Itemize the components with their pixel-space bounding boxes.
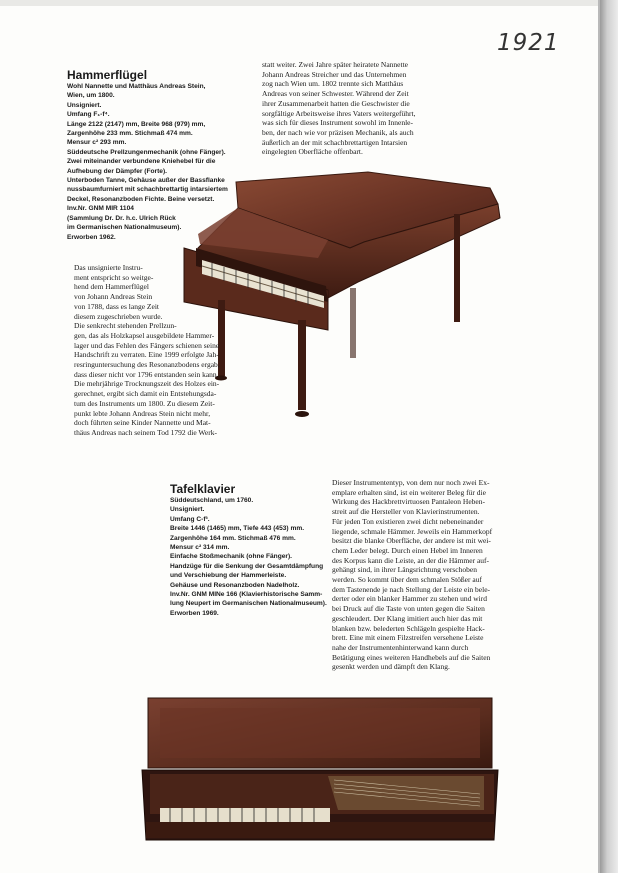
spec-line: Unsigniert. xyxy=(170,506,205,514)
spec-line: Gehäuse und Resonanzboden Nadelholz. xyxy=(170,581,300,589)
hammerfluegel-text-bottom xyxy=(74,263,220,438)
body-text-line: Johann Andreas Streicher und das Unternehmen xyxy=(262,69,407,79)
body-text-line: emplare erhalten sind, ist ein weiterer Beleg für die xyxy=(332,487,486,497)
spec-line: Zargenhöhe 233 mm. Stichmaß 474 mm. xyxy=(67,130,193,138)
body-text-line: blanken bzw. belederten Schlägeln gespielte Hack- xyxy=(332,623,485,633)
spec-line: Einfache Stoßmechanik (ohne Fänger). xyxy=(170,553,293,561)
spec-line: Unterboden Tanne, Gehäuse außer der Bassflanke xyxy=(67,177,225,185)
body-text-line: diesem zugeschrieben wurde. xyxy=(74,311,163,321)
spec-line: Mensur c² 293 mm. xyxy=(67,139,127,147)
spec-line: Breite 1446 (1465) mm, Tiefe 443 (453) mm. xyxy=(170,525,305,533)
body-text-line: tum des Instruments um 1800. Zu diesem Zeit- xyxy=(74,398,215,408)
handwritten-page-number: 1921 xyxy=(497,30,560,56)
body-text-line: eingelegten Oberfläche offenbart. xyxy=(262,147,363,157)
body-text-line: derter oder ein blanker Hammer zu stehen und wird xyxy=(332,594,487,604)
body-text-line: statt weiter. Zwei Jahre später heiratete Nannette xyxy=(262,60,408,69)
spec-line: Umfang F₁-f⁴. xyxy=(67,111,110,119)
body-text-line: bei Druck auf die Taste von unten gegen die Saiten xyxy=(332,604,485,614)
spec-line: Wohl Nannette und Matthäus Andreas Stein, xyxy=(67,83,206,90)
body-text-line: von 1788, dass es lange Zeit xyxy=(74,301,159,311)
body-text-line: was sich für dieses Instrument sowohl im Innenle- xyxy=(262,118,414,128)
body-text-line: gesenkt werden und dämpft den Klang. xyxy=(332,662,450,672)
spec-line: Deckel, Resonanzboden Fichte. Beine versetzt. xyxy=(67,195,215,203)
hammerfluegel-title: Hammerflügel xyxy=(67,68,148,82)
body-text-line: ment entspricht so weitge- xyxy=(74,272,154,282)
spec-line: Mensur c² 314 mm. xyxy=(170,544,230,552)
spec-line: Unsigniert. xyxy=(67,101,102,109)
spec-line: Wien, um 1800. xyxy=(67,92,115,100)
spec-line: Länge 2122 (2147) mm, Breite 968 (979) mm, xyxy=(67,120,206,128)
body-text-line: Wirkung des Hackbrettvirtuosen Pantaleon Heben- xyxy=(332,497,485,507)
body-text-line: Dieser Instrumententyp, von dem nur noch zwei Ex- xyxy=(332,478,490,487)
body-text-line: dem Tastenende je nach Stellung der Leiste ein bele- xyxy=(332,584,491,594)
body-text-line: dass dieser nicht vor 1796 entstanden sein kann. xyxy=(74,369,219,379)
body-text-line: streit auf die Hersteller von Klavierinstrumenten. xyxy=(332,507,480,517)
hammerfluegel-text-top xyxy=(262,60,416,157)
body-text-line: äußerlich an der mit schachbrettartigen Intarsien xyxy=(262,137,408,147)
spec-line: im Germanischen Nationalmuseum). xyxy=(67,224,182,232)
body-text-line: ihrer Zusammenarbeit hatten die Geschwister die xyxy=(262,98,410,108)
body-text-line: werden. So kommt über dem schmalen Stößer auf xyxy=(332,575,482,585)
spec-line: nussbaumfurniert mit schachbrettartig intarsiertem xyxy=(67,186,228,194)
body-text-line: Betätigung eines weiteren Handhebels auf die Saiten xyxy=(332,652,491,662)
page-top-edge xyxy=(0,0,600,6)
body-text-line: Handschrift zu verraten. Eine 1999 erfolgte Jah- xyxy=(74,350,219,360)
tafelklavier-text xyxy=(332,478,492,672)
body-text-line: Für jeden Ton existieren zwei dicht nebeneinander xyxy=(332,516,484,526)
page-binding-edge xyxy=(600,0,618,873)
spec-line: Umfang C-f³. xyxy=(170,515,210,523)
body-text-line: gehängt sind, in ihrer Längsrichtung verschoben xyxy=(332,565,477,575)
spec-line: Inv.Nr. GNM MINe 166 (Klavierhistorische Samm- xyxy=(170,591,323,599)
body-text-line: besitzt die blanke Oberfläche, der andere ist mit wei- xyxy=(332,536,491,546)
body-text-line: gen, das als Holzkapsel ausgebildete Hammer- xyxy=(74,330,215,340)
spec-line: (Sammlung Dr. Dr. h.c. Ulrich Rück xyxy=(67,214,176,222)
tafelklavier-title: Tafelklavier xyxy=(170,482,236,496)
body-text-line: thäus Andreas nach seinem Tod 1792 die Werk- xyxy=(74,427,217,437)
tafelklavier-spec xyxy=(170,496,327,618)
spec-line: lung Neupert im Germanischen Nationalmuseum). xyxy=(170,600,327,608)
body-text-line: Das unsignierte Instru- xyxy=(74,263,143,272)
body-text-line: ben, der nach wie vor präzisen Mechanik, als auch xyxy=(262,127,414,137)
body-text-line: Die senkrecht stehenden Prellzun- xyxy=(74,321,177,331)
spec-line: Aufhebung der Dämpfer (Forte). xyxy=(67,167,168,175)
body-text-line: geschleudert. Der Klang imitiert auch hier das mit xyxy=(332,613,483,623)
spec-line: Zwei miteinander verbundene Kniehebel für die xyxy=(67,158,216,166)
spec-line: Erworben 1969. xyxy=(170,609,219,617)
hammerfluegel-photo xyxy=(178,170,506,432)
body-text-line: von Johann Andreas Stein xyxy=(74,292,153,302)
body-text-line: Die mehrjährige Trocknungszeit des Holzes ein- xyxy=(74,379,220,389)
spec-line: Erworben 1962. xyxy=(67,233,116,241)
body-text-line: nahe der Instrumentenhinterwand kann durch xyxy=(332,642,469,652)
body-text-line: brett. Eine mit einem Filzstreifen versehene Leiste xyxy=(332,633,484,643)
spec-line: Handzüge für die Senkung der Gesamtdämpfung xyxy=(170,562,324,570)
spec-line: Inv.Nr. GNM MIR 1104 xyxy=(67,205,134,213)
body-text-line: gerechnet, ergibt sich damit ein Entstehungsda- xyxy=(74,389,217,399)
body-text-line: punkt lebte Johann Andreas Stein nicht mehr, xyxy=(74,408,211,418)
spec-line: Zargenhöhe 164 mm. Stichmaß 476 mm. xyxy=(170,534,296,542)
body-text-line: liegende, schmale Hämmer. Jeweils ein Hammerkopf xyxy=(332,526,493,536)
body-text-line: resringuntersuchung des Resonanzbodens ergab, xyxy=(74,360,220,370)
body-text-line: zog nach Wien um. 1802 trennte sich Matthäus xyxy=(262,79,404,89)
spec-line: und Verschiebung der Hammerleiste. xyxy=(170,572,287,580)
body-text-line: sorgfältige Arbeitsweise ihres Vaters weitergeführt, xyxy=(262,108,416,118)
body-text-line: des Korpus kann die Leiste, an der die Hämmer auf- xyxy=(332,555,490,565)
spec-line: Süddeutsche Prellzungenmechanik (ohne Fänger). xyxy=(67,148,226,156)
spec-line: Süddeutschland, um 1760. xyxy=(170,497,254,504)
body-text-line: Andreas von seiner Schwester. Während der Zeit xyxy=(262,89,409,99)
body-text-line: chem Leder belegt. Durch einen Hebel im Inneren xyxy=(332,545,483,555)
body-text-line: doch führten seine Kinder Nannette und Mat- xyxy=(74,418,211,428)
body-text-line: lager und das Fehlen des Fängers schienen seine xyxy=(74,340,220,350)
body-text-line: hend dem Hammerflügel xyxy=(74,282,149,292)
tafelklavier-photo xyxy=(138,694,502,846)
